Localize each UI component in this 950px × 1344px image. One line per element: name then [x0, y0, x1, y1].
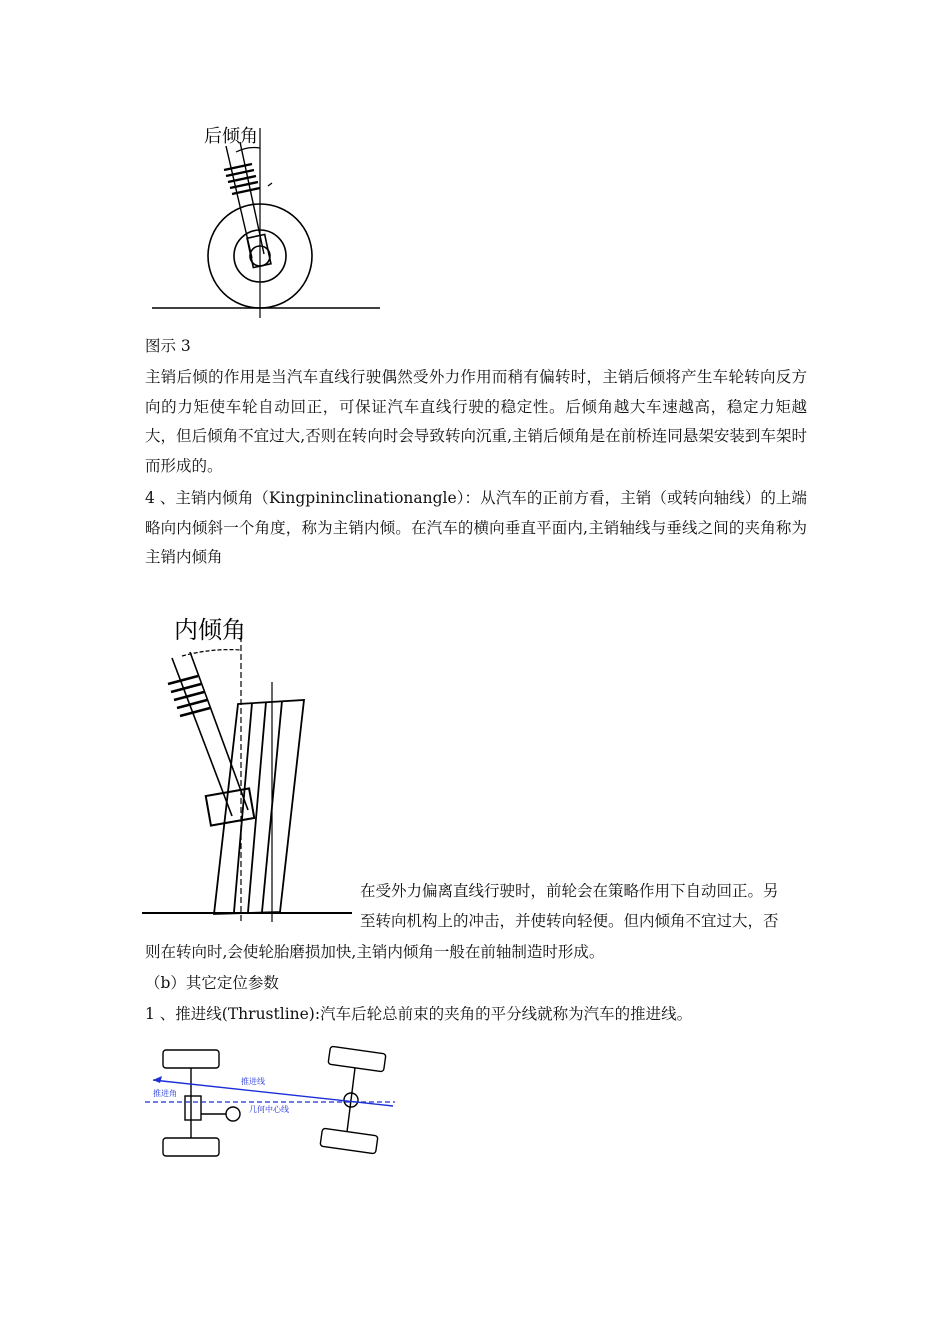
kingpin-inclination-figure	[142, 606, 357, 922]
thrust-angle-label: 推进角	[153, 1089, 177, 1098]
kingpin-wheel-drawing	[142, 636, 352, 922]
kingpin-effect-line-2: 至转向机构上的冲击，并使转向轻便。但内倾角不宜过大，否	[360, 912, 779, 930]
kingpin-effect-line-1: 在受外力偏离直线行驶时，前轮会在策略作用下自动回正。另	[360, 882, 779, 900]
kingpin-paragraph: 4 、主销内倾角（Kingpininclinationangle）：从汽车的正前方看，主销（或转向轴线）的上端略向内倾斜一个角度，称为主销内倾。在汽车的横向垂直平面内,主销轴线与垂线之间的夹角称为主销内倾角	[145, 489, 807, 566]
caster-wheel-drawing	[152, 128, 380, 318]
thrust-line-arrow-icon	[153, 1076, 162, 1083]
section-b-heading: （b）其它定位参数	[145, 974, 279, 992]
kingpin-effect-line-3: 则在转向时,会使轮胎磨损加快,主销内倾角一般在前轴制造时形成。	[145, 943, 605, 961]
thrust-line-paragraph: 1 、推进线(Thrustline):汽车后轮总前束的夹角的平分线就称为汽车的推进线。	[145, 1005, 693, 1023]
caster-angle-label: 后倾角	[204, 126, 258, 147]
centerline-label: 几何中心线	[249, 1105, 289, 1114]
thrust-line-figure	[145, 1044, 395, 1162]
figure3-caption: 图示 3	[145, 337, 191, 355]
thrust-line-label: 推进线	[241, 1077, 265, 1086]
caster-angle-figure	[150, 118, 390, 324]
kingpin-angle-label: 内倾角	[174, 616, 246, 644]
caster-paragraph: 主销后倾的作用是当汽车直线行驶偶然受外力作用而稍有偏转时，主销后倾将产生车轮转向反方向的力矩使车轮自动回正，可保证汽车直线行驶的稳定性。后倾角越大车速越高，稳定力矩越大，但后倾角不宜过大,否则在转向时会导致转向沉重,主销后倾角是在前桥连同悬架安装到车架时而形成的。	[145, 368, 807, 475]
